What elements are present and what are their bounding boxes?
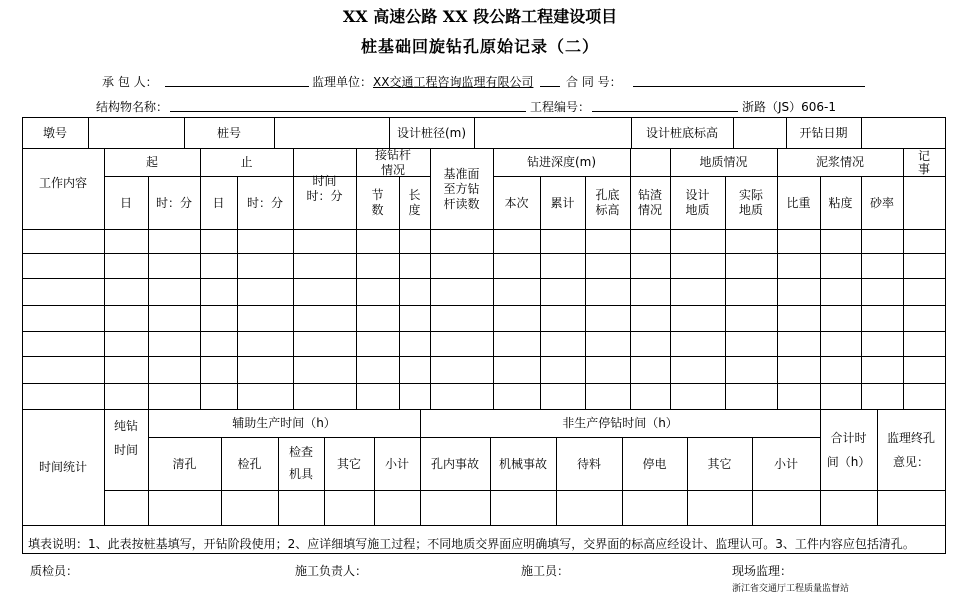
form-code: 浙路（JS）606-1	[742, 100, 837, 114]
clean-header: 清孔	[172, 456, 197, 471]
np-subtotal-header: 小计	[773, 456, 798, 471]
document-title: XX 高速公路 XX 段公路工程建设项目	[342, 7, 618, 26]
geology-header: 地质情况	[699, 155, 748, 169]
sand-header: 砂率	[869, 195, 894, 210]
stop-time-header: 时：分	[246, 195, 283, 210]
np-other-header: 其它	[707, 456, 732, 471]
site-supervisor-label: 现场监理：	[732, 564, 793, 578]
construction-lead-label: 施工负责人：	[295, 564, 368, 578]
form-title: 桩基础回旋钻孔原始记录（二）	[360, 37, 599, 56]
design-geology-header: 设计 地质	[685, 188, 710, 217]
supervisor-value: XX交通工程咨询监理有限公司	[373, 75, 534, 89]
time-stats-label: 时间统计	[38, 460, 87, 474]
inspect-header: 检孔	[237, 456, 262, 471]
drill-rod-header: 接钻杆 情况	[374, 147, 411, 177]
worker-label: 施工员：	[521, 564, 570, 578]
length-header: 长 度	[408, 188, 421, 217]
nonprod-time-header: 非生产停钻时间（h）	[562, 416, 678, 430]
fill-instructions: 填表说明：1、此表按桩基填写，开钻阶段使用；2、应详细填写施工过程；不同地质交界面应明确填写，交界面的标高应经设计、监理认可。3、工件内容应包括清孔。	[28, 537, 915, 551]
stop-day-header: 日	[212, 195, 225, 210]
aux-time-header: 辅助生产时间（h）	[232, 416, 336, 430]
pile-no-label: 桩号	[216, 125, 241, 140]
check-machine-header: 检查 机具	[288, 445, 313, 481]
stop-header: 止	[240, 155, 253, 169]
waiting-header: 待料	[576, 456, 601, 471]
sections-header: 节 数	[371, 188, 384, 217]
datum-header: 基准面 至方钻 杆读数	[443, 166, 480, 211]
slurry-header: 泥浆情况	[815, 155, 864, 169]
aux-subtotal-header: 小计	[384, 456, 409, 471]
start-day-header: 日	[119, 195, 132, 210]
cumulative-header: 累计	[550, 195, 575, 210]
structure-label: 结构物名称：	[96, 100, 169, 114]
machine-accident-header: 机械事故	[498, 456, 547, 471]
final-opinion-header: 监理终孔 意见：	[886, 431, 935, 469]
actual-geology-header: 实际 地质	[738, 188, 763, 217]
project-code-label: 工程编号：	[530, 100, 591, 114]
total-time-header: 合计时 间（h）	[826, 431, 871, 469]
work-content-header: 工作内容	[38, 175, 87, 190]
pure-drill-header: 纯钻 时间	[113, 419, 138, 457]
hole-bottom-header: 孔底 标高	[595, 188, 620, 217]
start-header: 起	[145, 155, 158, 169]
slag-header: 钻渣 情况	[637, 188, 662, 217]
hole-accident-header: 孔内事故	[430, 456, 479, 471]
supervisor-label: 监理单位：	[312, 75, 373, 89]
power-off-header: 停电	[642, 456, 667, 471]
notes-header: 记 事	[917, 148, 930, 176]
depth-header: 钻进深度(m)	[526, 155, 597, 169]
start-time-header: 时：分	[155, 195, 192, 210]
viscosity-header: 粘度	[828, 195, 853, 210]
issuer-label: 浙江省交通厅工程质量监督站	[732, 584, 850, 593]
duration-header: 时间 时：分	[306, 174, 343, 203]
contractor-label: 承 包 人：	[102, 75, 158, 89]
qc-label: 质检员：	[30, 564, 79, 578]
density-header: 比重	[786, 195, 811, 210]
start-date-label: 开钻日期	[799, 125, 848, 140]
design-bottom-label: 设计桩底标高	[645, 125, 718, 140]
contract-label: 合 同 号：	[566, 75, 622, 89]
design-diameter-label: 设计桩径(m)	[396, 125, 467, 140]
aux-other-header: 其它	[336, 456, 361, 471]
pier-no-label: 墩号	[42, 125, 67, 140]
this-time-header: 本次	[504, 195, 529, 210]
